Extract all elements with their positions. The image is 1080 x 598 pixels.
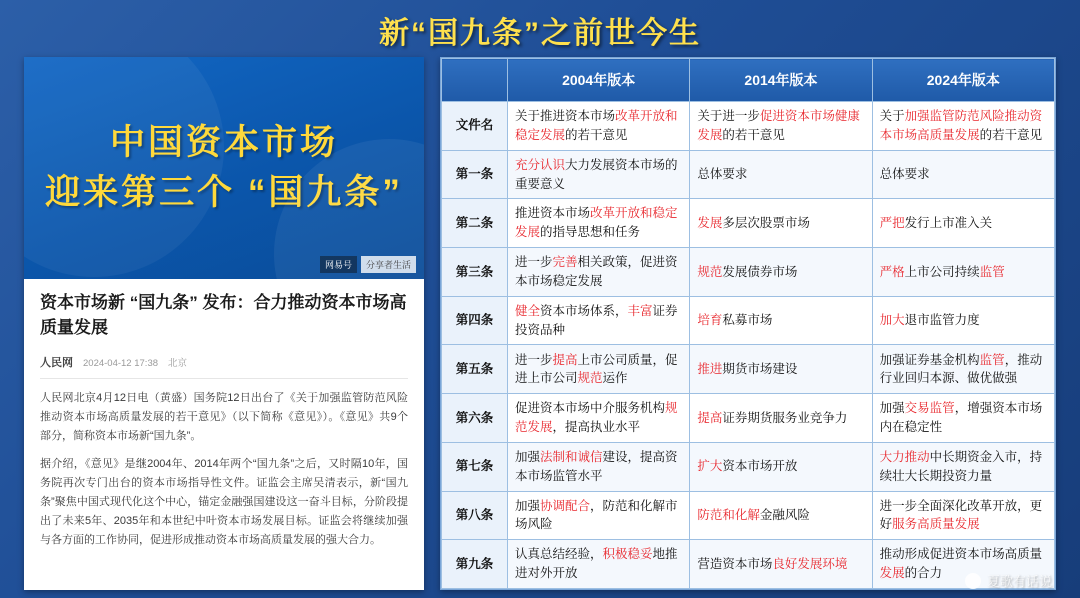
cell-text: 发行上市准入关	[904, 215, 993, 230]
table-row	[442, 394, 1055, 443]
highlighted-text: 严格	[879, 264, 905, 279]
cell-text: 多层次股票市场	[722, 215, 810, 230]
cell-text: ，防范和化解市场风险	[515, 498, 678, 532]
highlighted-text: 促进资本市场健康发展	[697, 109, 860, 142]
cell-text: 上市公司质量，促进上市公司	[515, 352, 678, 386]
badge-platform: 网易号	[320, 256, 357, 273]
table-row	[442, 540, 1055, 589]
cell-text: 认真总结经验，	[515, 547, 603, 562]
table-cell-2004年版本	[508, 345, 690, 394]
table-cell-2024年版本	[872, 394, 1054, 443]
comparison-table	[441, 58, 1055, 589]
article-paragraph-1: 人民网北京4月12日电（黄盛）国务院12日出台了《关于加强监管防范风险推动资本市场高质量发展的若干意见》（以下简称《意见》）。《意见》共9个部分，简称资本市场新“国九条”。	[40, 392, 408, 443]
highlighted-text: 服务高质量发展	[892, 517, 980, 532]
table-row-label: 第七条	[442, 442, 508, 491]
table-header-2014: 2014年版本	[690, 59, 872, 102]
table-cell-2004年版本	[508, 102, 690, 151]
table-row	[442, 491, 1055, 540]
table-cell-2004年版本	[508, 296, 690, 345]
cell-text: 大力发展资本市场的重要意义	[515, 157, 678, 191]
table-row	[442, 296, 1055, 345]
highlighted-text: 改革开放和稳定发展	[515, 206, 678, 240]
cell-text: 推进资本市场	[515, 206, 591, 221]
table-row	[442, 442, 1055, 491]
cell-text: 进一步全面深化改革开放，更好	[879, 498, 1043, 532]
highlighted-text: 规范	[577, 371, 603, 386]
table-body	[442, 102, 1055, 589]
table-row-label: 第九条	[442, 540, 508, 589]
table-header-2024: 2024年版本	[872, 59, 1054, 102]
table-cell-2014年版本	[690, 540, 872, 589]
table-row-label: 第四条	[442, 296, 508, 345]
badge-account: 分享者生活	[361, 256, 416, 273]
highlighted-text: 监管	[979, 264, 1005, 279]
highlighted-text: 丰富	[627, 303, 653, 318]
article-headline: 资本市场新 “国九条” 发布：合力推动资本市场高质量发展	[40, 293, 407, 337]
table-cell-2014年版本	[690, 296, 872, 345]
table-cell-2014年版本	[690, 150, 872, 199]
cell-text: 发展债券市场	[722, 264, 798, 279]
table-cell-2024年版本	[872, 248, 1054, 297]
cell-text: 相关政策，促进资本市场稳定发展	[515, 255, 678, 288]
cell-text: 的指导思想和任务	[540, 225, 641, 240]
table-row-label: 第三条	[442, 248, 508, 297]
table-row-label: 文件名	[442, 102, 508, 151]
cell-text: 中长期资金入市，持续壮大长期投资力量	[879, 449, 1043, 483]
table-cell-2014年版本	[690, 491, 872, 540]
highlighted-text: 法制和诚信	[540, 449, 603, 464]
hero-line-2: 迎来第三个 “国九条”	[45, 173, 403, 212]
comparison-table-wrapper	[440, 57, 1056, 590]
article-meta	[40, 354, 408, 379]
cell-text: 期货市场建设	[722, 361, 798, 376]
table-cell-2004年版本	[508, 442, 690, 491]
table-row-label: 第六条	[442, 394, 508, 443]
cell-text: ，增强资本市场内在稳定性	[879, 401, 1043, 434]
table-row-label: 第二条	[442, 199, 508, 248]
watermark	[965, 571, 1052, 590]
cell-text: 资本市场开放	[722, 459, 798, 474]
cell-text: 建设，提高资本市场监管水平	[515, 449, 678, 483]
highlighted-text: 提高	[552, 352, 578, 367]
cell-text: 加强	[515, 498, 541, 513]
table-cell-2024年版本	[872, 491, 1054, 540]
cell-text: 进一步	[515, 352, 553, 367]
highlighted-text: 规范	[697, 264, 723, 279]
hero-line-1: 中国资本市场	[109, 123, 338, 163]
cell-text: 地推进对外开放	[515, 547, 678, 581]
table-cell-2004年版本	[508, 150, 690, 199]
highlighted-text: 发展	[879, 566, 905, 581]
cell-text: 的若干意见	[565, 127, 628, 142]
table-row-label: 第一条	[442, 150, 508, 199]
highlighted-text: 发展	[697, 215, 723, 230]
cell-text: 的若干意见	[979, 127, 1043, 142]
table-row-label: 第五条	[442, 345, 508, 394]
hero-badges	[320, 256, 416, 273]
cell-text: 的若干意见	[722, 127, 785, 142]
cell-text: 总体要求	[879, 167, 930, 182]
table-cell-2014年版本	[690, 345, 872, 394]
table-row	[442, 345, 1055, 394]
table-row	[442, 199, 1055, 248]
cell-text: 促进资本市场中介服务机构	[515, 401, 666, 416]
content-area	[24, 57, 1056, 590]
table-row	[442, 248, 1055, 297]
table-cell-2014年版本	[690, 394, 872, 443]
table-cell-2024年版本	[872, 102, 1054, 151]
table-cell-2004年版本	[508, 540, 690, 589]
table-cell-2024年版本	[872, 150, 1054, 199]
cell-text: 推动形成促进资本市场高质量	[879, 547, 1043, 562]
article-timestamp: 2024-04-12 17:38	[83, 358, 159, 370]
avatar	[965, 573, 981, 589]
table-cell-2004年版本	[508, 199, 690, 248]
highlighted-text: 加强监管防范风险推动资本市场高质量发展	[879, 109, 1043, 142]
page-title: 新“国九条”之前世今生	[379, 17, 701, 50]
cell-text: 关于推进资本市场	[515, 109, 616, 124]
table-cell-2014年版本	[690, 199, 872, 248]
table-cell-2014年版本	[690, 442, 872, 491]
article-location: 北京	[168, 358, 188, 370]
table-cell-2004年版本	[508, 248, 690, 297]
highlighted-text: 推进	[697, 361, 723, 376]
highlighted-text: 改革开放和稳定发展	[515, 109, 678, 142]
table-row	[442, 150, 1055, 199]
table-cell-2024年版本	[872, 442, 1054, 491]
cell-text: 总体要求	[697, 167, 748, 182]
cell-text: 关于	[879, 109, 905, 124]
cell-text: 证券期货服务业竞争力	[722, 410, 848, 425]
cell-text: 关于进一步	[697, 109, 760, 124]
highlighted-text: 大力推动	[879, 449, 930, 464]
table-cell-2004年版本	[508, 394, 690, 443]
cell-text: 证券投资品种	[515, 303, 678, 337]
highlighted-text: 积极稳妥	[602, 547, 653, 562]
cell-text: 加强	[879, 401, 905, 416]
cell-text: 营造资本市场	[697, 556, 773, 571]
table-header-2004: 2004年版本	[508, 59, 690, 102]
article-hero-image	[24, 57, 424, 279]
table-header-row	[442, 59, 1055, 102]
cell-text: 的合力	[904, 566, 943, 581]
highlighted-text: 严把	[879, 215, 905, 230]
table-row-label: 第八条	[442, 491, 508, 540]
article-card	[24, 57, 424, 590]
highlighted-text: 健全	[515, 303, 541, 318]
highlighted-text: 规范发展	[515, 401, 678, 434]
cell-text: 进一步	[515, 255, 553, 270]
table-cell-2024年版本	[872, 296, 1054, 345]
highlighted-text: 防范和化解	[697, 507, 760, 522]
table-cell-2014年版本	[690, 248, 872, 297]
table-cell-2024年版本	[872, 199, 1054, 248]
cell-text: 私募市场	[722, 313, 773, 328]
highlighted-text: 良好发展环境	[772, 556, 848, 571]
table-cell-2024年版本	[872, 345, 1054, 394]
highlighted-text: 交易监管	[904, 401, 955, 416]
article-source: 人民网	[40, 357, 73, 370]
cell-text: 上市公司持续	[904, 264, 980, 279]
table-corner-header	[442, 59, 508, 102]
highlighted-text: 协调配合	[540, 498, 591, 513]
table-row	[442, 102, 1055, 151]
highlighted-text: 扩大	[697, 459, 723, 474]
cell-text: 退市监管力度	[904, 313, 980, 328]
cell-text: ，提高执业水平	[552, 419, 641, 434]
cell-text: ，推动行业回归本源、做优做强	[879, 352, 1043, 386]
article-body	[24, 279, 424, 590]
highlighted-text: 监管	[979, 352, 1005, 367]
table-cell-2004年版本	[508, 491, 690, 540]
highlighted-text: 加大	[879, 313, 905, 328]
cell-text: 运作	[602, 371, 628, 386]
table-cell-2014年版本	[690, 102, 872, 151]
article-paragraph-2: 据介绍，《意见》是继2004年、2014年两个“国九条”之后，又时隔10年，国务院再次专门出台的资本市场指导性文件。证监会主席吴清表示，新“国九条”聚焦中国式现代化这个中心，锚定金融强国建设这一奋斗目标，分阶段提出了未来5年、2035年和本世纪中叶资本市场发展目标。证监会将继续加强与各方面的工作协同，促进形成推动资本市场高质量发展的强大合力。	[40, 458, 408, 546]
highlighted-text: 充分认识	[515, 157, 566, 172]
highlighted-text: 完善	[552, 255, 578, 270]
table-head	[442, 59, 1055, 102]
cell-text: 加强	[515, 449, 541, 464]
cell-text: 加强证券基金机构	[879, 352, 980, 367]
highlighted-text: 培育	[697, 313, 723, 328]
cell-text: 金融风险	[759, 507, 810, 522]
watermark-text: 夏歌有话说	[986, 574, 1052, 589]
highlighted-text: 提高	[697, 410, 723, 425]
cell-text: 资本市场体系，	[540, 303, 628, 318]
